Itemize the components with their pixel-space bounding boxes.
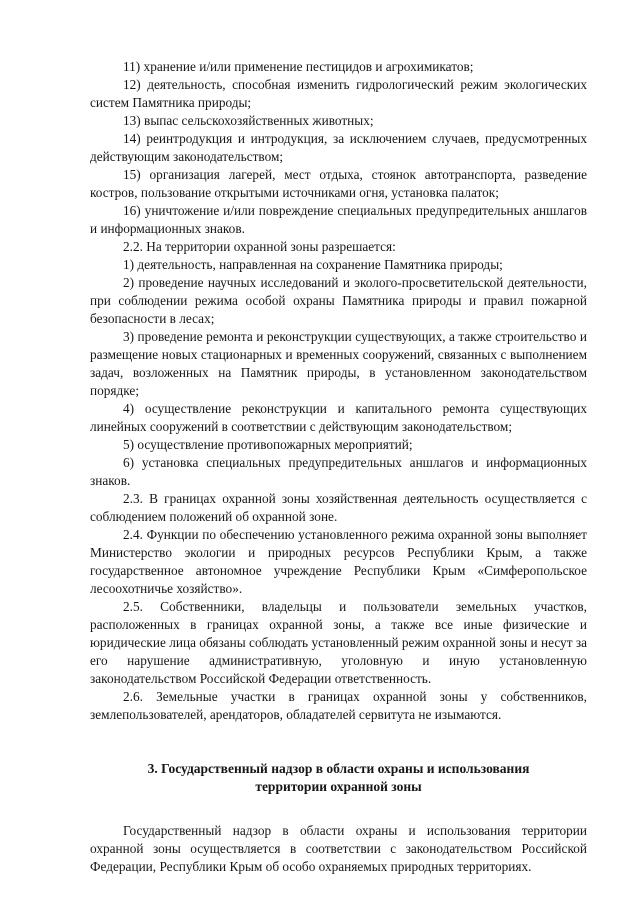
list-item: 2) проведение научных исследований и эколого-просветительской деятельности, при соблюдении режима особой охраны Памятника природы и правил пожарной безопасности в лесах; [90,275,587,326]
list-item: 11) хранение и/или применение пестицидов и агрохимикатов; [123,59,474,74]
list-item: 1) деятельность, направленная на сохранение Памятника природы; [123,257,503,272]
list-item: 6) установка специальных предупредительных аншлагов и информационных знаков. [90,455,587,488]
list-item: 15) организация лагерей, мест отдыха, стоянок автотранспорта, разведение костров, пользование открытыми источниками огня, установка палаток; [90,167,587,200]
clause-2-4: 2.4. Функции по обеспечению установленного режима охранной зоны выполняет Министерство экологии и природных ресурсов Республики Крым, а также государственное автономное учреждение Республики Крым «Симферопольское лесоохотничье хозяйство». [90,527,587,596]
list-item: 13) выпас сельскохозяйственных животных; [123,113,374,128]
section-3-heading-line2: территории охранной зоны [255,779,422,794]
list-item: 14) реинтродукция и интродукция, за исключением случаев, предусмотренных действующим законодательством; [90,131,587,164]
section-3-paragraph: Государственный надзор в области охраны и использования территории охранной зоны осуществляется в соответствии с законодательством Российской Федерации, Республики Крым об особо охраняемых природных территориях. [90,823,587,874]
clause-2-3: 2.3. В границах охранной зоны хозяйственная деятельность осуществляется с соблюдением положений об охранной зоне. [90,491,587,524]
section-3-heading [90,760,587,796]
list-item: 12) деятельность, способная изменить гидрологический режим экологических систем Памятника природы; [90,77,587,110]
list-item: 3) проведение ремонта и реконструкции существующих, а также строительство и размещение новых стационарных и временных сооружений, связанных с выполнением задач, возложенных на Памятник природы, в установленном законодательством порядке; [90,329,587,398]
list-item: 16) уничтожение и/или повреждение специальных предупредительных аншлагов и информационных знаков. [90,203,587,236]
list-item: 4) осуществление реконструкции и капитального ремонта существующих линейных сооружений в соответствии с действующим законодательством; [90,401,587,434]
clause-2-6: 2.6. Земельные участки в границах охранной зоны у собственников, землепользователей, арендаторов, обладателей сервитута не изымаются. [90,689,587,722]
clause-2-2: 2.2. На территории охранной зоны разрешается: [123,239,396,254]
clause-2-5: 2.5. Собственники, владельцы и пользователи земельных участков, расположенных в границах охранной зоны, а также все иные физические и юридические лица обязаны соблюдать установленный режим охранной зоны и несут за его нарушение административную, уголовную и иную установленную законодательством Российской Федерации ответственность. [90,599,587,686]
list-item: 5) осуществление противопожарных мероприятий; [123,437,413,452]
document-text [90,58,587,876]
section-3-heading-line1: 3. Государственный надзор в области охраны и использования [147,761,530,776]
